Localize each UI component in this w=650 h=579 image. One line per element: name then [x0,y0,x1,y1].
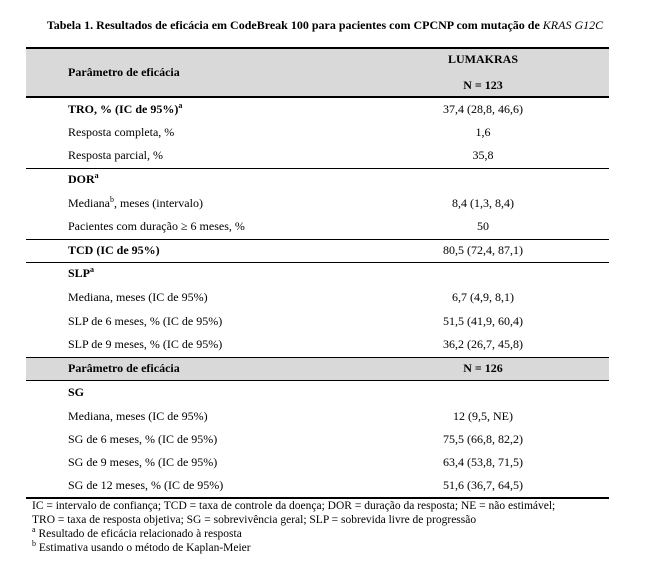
footnote-a-text: Resultado de eficácia relacionado à resposta [35,528,242,540]
slp-sup: a [90,265,95,275]
slp-label: SLP [68,266,91,281]
dor-row [26,168,609,191]
slp-empty [357,262,609,285]
dor-median-sup: b [109,194,114,204]
slp-row [26,262,609,285]
tro-partial-label: Resposta parcial, % [68,148,163,163]
footnote-a-marker: a [32,525,36,535]
footnotes [32,499,632,555]
tro-complete-row [26,120,609,144]
sg-9m-label: SG de 9 meses, % (IC de 95%) [68,455,218,469]
sg-6m-value: 75,5 (66,8, 82,2) [443,432,523,446]
footnote-b [32,541,632,555]
sg-median-value: 12 (9,5, NE) [453,408,513,423]
sg-median-label: Mediana, meses (IC de 95%) [68,408,208,423]
dor-empty [357,168,609,191]
dor-median-label-post: , meses (intervalo) [113,195,203,210]
sg-median-row [26,404,609,428]
slp-9m-value: 36,2 (26,7, 45,8) [443,337,523,352]
tro-label: TRO, % (IC de 95%) [68,101,179,116]
slp-label-cell [26,262,357,285]
footnote-b-text: Estimativa usando o método de Kaplan-Meier [36,542,251,554]
sg-row [26,380,609,404]
sg-6m-row [26,428,609,451]
tcd-value: 80,5 (72,4, 87,1) [357,239,609,262]
footnote-a [32,527,632,541]
slp-median-row [26,285,609,309]
tro-complete-value: 1,6 [475,124,491,139]
header-drug-cell [357,48,609,97]
slp-6m-row [26,309,609,333]
slp-6m-value: 51,5 (41,9, 60,4) [443,313,523,328]
footnote-abbrev-1: IC = intervalo de confiança; TCD = taxa de controle da doença; DOR = duração da resposta; NE = não estimável; [32,500,556,512]
dor-median-row [26,191,609,215]
table-header-row [26,48,609,97]
footnote-abbrev-2: TRO = taxa de resposta objetiva; SG = sobrevivência geral; SLP = sobrevida livre de progressão [32,514,477,526]
sg-empty [357,380,609,404]
dor-median-label-pre: Mediana [68,195,110,210]
header-n: N = 123 [463,78,503,92]
header-drug-name: LUMAKRAS [447,52,518,66]
slp-median-label: Mediana, meses (IC de 95%) [68,289,208,304]
dor-median-label-cell [26,191,357,215]
table-title-gene: KRAS G12C [542,18,604,32]
tro-row [26,97,609,120]
tro-partial-value: 35,8 [472,148,494,163]
tro-sup: a [178,100,183,110]
sg-9m-value: 63,4 (53,8, 71,5) [443,455,523,469]
sg-12m-row [26,474,609,498]
slp-9m-row [26,333,609,357]
slp-9m-label: SLP de 9 meses, % (IC de 95%) [68,337,223,352]
tcd-row [26,239,609,262]
dor-six-label: Pacientes com duração ≥ 6 meses, % [68,219,245,234]
mid-header-n: N = 126 [357,357,609,380]
mid-header-row [26,357,609,380]
sg-6m-label: SG de 6 meses, % (IC de 95%) [68,432,218,446]
tro-complete-label: Resposta completa, % [68,124,175,139]
dor-sup: a [94,171,99,181]
dor-median-value: 8,4 (1,3, 8,4) [452,195,514,210]
table-title-text: Tabela 1. Resultados de eficácia em CodeBreak 100 para pacientes com CPCNP com mutação de [46,18,543,32]
sg-label: SG [68,384,85,399]
tro-partial-row [26,144,609,168]
header-param-label: Parâmetro de eficácia [26,48,357,97]
sg-12m-value: 51,6 (36,7, 64,5) [357,474,609,498]
tro-value: 37,4 (28,8, 46,6) [443,101,523,116]
footnote-b-marker: b [32,539,36,549]
slp-6m-label: SLP de 6 meses, % (IC de 95%) [68,313,223,328]
mid-header-param-label: Parâmetro de eficácia [26,357,357,380]
slp-median-value: 6,7 (4,9, 8,1) [452,289,514,304]
dor-label: DOR [68,172,95,187]
tcd-label: TCD (IC de 95%) [26,239,357,262]
dor-six-value: 50 [477,219,489,234]
sg-9m-row [26,451,609,474]
efficacy-table [26,47,609,499]
sg-12m-label: SG de 12 meses, % (IC de 95%) [26,474,357,498]
tro-label-cell [26,97,357,120]
dor-label-cell [26,168,357,191]
table-title [0,18,650,33]
dor-six-row [26,215,609,239]
